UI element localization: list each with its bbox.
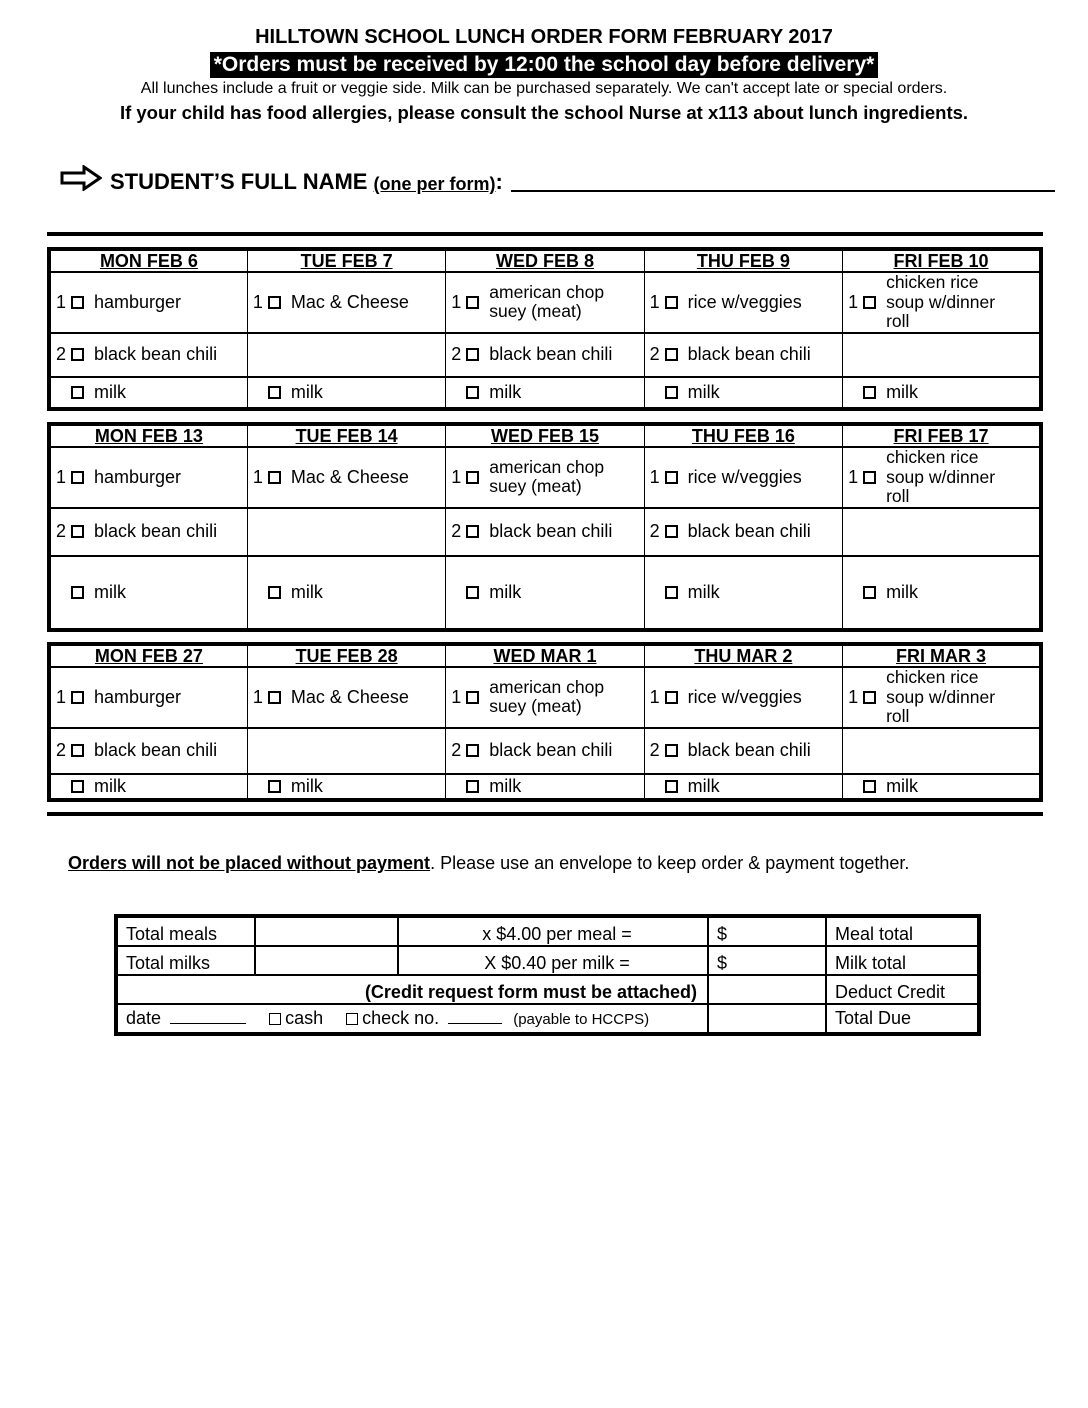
option-number: 1 <box>252 291 263 312</box>
total-meals-input[interactable] <box>255 916 398 946</box>
checkbox-icon[interactable] <box>665 586 678 599</box>
option1-cell <box>446 447 644 508</box>
deadline-banner <box>0 52 1088 78</box>
menu-item: hamburger <box>94 291 182 312</box>
option-number: 1 <box>252 686 263 707</box>
option-number: 1 <box>451 466 462 487</box>
menu-item: hamburger <box>94 466 182 487</box>
option1-cell <box>49 667 247 728</box>
option-number: 1 <box>848 466 859 487</box>
day-header: TUE FEB 7 <box>247 249 445 272</box>
check-label: check no. <box>362 1008 440 1028</box>
menu-item: rice w/veggies <box>687 686 802 707</box>
student-name-hint: (one per form) <box>373 174 496 194</box>
option-number: 1 <box>848 686 859 707</box>
milk-cell <box>644 556 842 630</box>
milk-rate: X $0.40 per milk = <box>398 946 708 975</box>
checkbox-icon[interactable] <box>268 471 281 484</box>
option1-cell <box>247 272 445 333</box>
divider-rule <box>47 232 1043 236</box>
milk-row <box>49 774 1041 800</box>
checkbox-icon[interactable] <box>665 691 678 704</box>
option-number: 1 <box>56 291 67 312</box>
milk-total-input[interactable]: $ <box>708 946 826 975</box>
option2-row <box>49 333 1041 377</box>
payment-table <box>114 914 981 1036</box>
menu-item: american chop suey (meat) <box>489 456 605 497</box>
checkbox-icon[interactable] <box>466 780 479 793</box>
checkbox-icon[interactable] <box>466 525 479 538</box>
checkbox-icon[interactable] <box>71 471 84 484</box>
menu-item: black bean chili <box>687 521 811 541</box>
checkbox-icon[interactable] <box>863 691 876 704</box>
credit-note: (Credit request form must be attached) <box>116 975 708 1004</box>
student-name-field[interactable] <box>511 168 1055 192</box>
option-number: 1 <box>56 686 67 707</box>
checkbox-icon[interactable] <box>71 586 84 599</box>
day-header: THU FEB 9 <box>644 249 842 272</box>
option2-cell <box>49 728 247 774</box>
option2-cell <box>446 728 644 774</box>
day-header-row <box>49 424 1041 447</box>
option1-cell <box>644 272 842 333</box>
milk-label: milk <box>886 381 919 402</box>
option2-cell <box>49 508 247 556</box>
deadline-text: *Orders must be received by 12:00 the school day before delivery* <box>210 52 879 78</box>
meal-row <box>116 916 979 946</box>
option1-cell <box>49 272 247 333</box>
day-header: MON FEB 13 <box>49 424 247 447</box>
cash-label: cash <box>285 1008 324 1028</box>
milk-cell <box>247 377 445 409</box>
checkbox-icon[interactable] <box>466 586 479 599</box>
milk-label: milk <box>489 381 522 402</box>
empty-cell <box>247 508 445 556</box>
option-number: 2 <box>649 740 660 760</box>
option1-row <box>49 272 1041 333</box>
menu-item: chicken rice soup w/dinner roll <box>886 667 996 726</box>
checkbox-icon[interactable] <box>665 386 678 399</box>
student-name-colon: : <box>495 169 503 194</box>
checkbox-icon[interactable] <box>863 780 876 793</box>
milk-label: milk <box>687 581 720 602</box>
check-number-field[interactable] <box>448 1023 502 1024</box>
payment-note-rest: . Please use an envelope to keep order & payment together. <box>430 853 910 873</box>
milk-cell <box>644 377 842 409</box>
milk-cell <box>49 556 247 630</box>
checkbox-icon[interactable] <box>665 296 678 309</box>
checkbox-icon[interactable] <box>466 744 479 757</box>
date-label: date <box>126 1008 162 1028</box>
day-header: MON FEB 6 <box>49 249 247 272</box>
menu-item: black bean chili <box>489 740 613 760</box>
option2-cell <box>644 728 842 774</box>
credit-row <box>116 975 979 1004</box>
total-due-row <box>116 1004 979 1034</box>
option2-cell <box>644 333 842 377</box>
day-header: FRI MAR 3 <box>843 644 1041 667</box>
milk-label: milk <box>886 581 919 602</box>
option-number: 2 <box>451 740 462 760</box>
option1-cell <box>843 272 1041 333</box>
milk-cell <box>644 774 842 800</box>
milk-row <box>49 377 1041 409</box>
menu-item: black bean chili <box>489 521 613 541</box>
deduct-credit-input[interactable] <box>708 975 826 1004</box>
menu-item: american chop suey (meat) <box>489 281 605 322</box>
milk-label: milk <box>886 775 919 796</box>
menu-item: Mac & Cheese <box>290 291 409 312</box>
checkbox-icon[interactable] <box>268 780 281 793</box>
empty-cell <box>843 333 1041 377</box>
empty-cell <box>247 728 445 774</box>
day-header: WED FEB 8 <box>446 249 644 272</box>
option1-cell <box>644 447 842 508</box>
milk-cell <box>49 377 247 409</box>
checkbox-icon[interactable] <box>71 386 84 399</box>
milk-label: milk <box>290 775 323 796</box>
option2-cell <box>446 333 644 377</box>
checkbox-icon[interactable] <box>268 691 281 704</box>
checkbox-icon[interactable] <box>466 296 479 309</box>
option-number: 1 <box>252 466 263 487</box>
checkbox-icon[interactable] <box>466 471 479 484</box>
side-note: All lunches include a fruit or veggie side. Milk can be purchased separately. We can't accept late or special orders. <box>140 80 948 97</box>
milk-cell <box>247 556 445 630</box>
option-number: 1 <box>848 291 859 312</box>
menu-item: Mac & Cheese <box>290 466 409 487</box>
milk-label: milk <box>290 381 323 402</box>
option1-cell <box>843 447 1041 508</box>
milk-label: milk <box>489 581 522 602</box>
meal-rate: x $4.00 per meal = <box>398 916 708 946</box>
menu-item: black bean chili <box>687 344 811 364</box>
option-number: 2 <box>649 344 660 364</box>
checkbox-icon[interactable] <box>466 348 479 361</box>
week-menu-table <box>47 422 1043 632</box>
milk-total-label: Milk total <box>826 946 979 975</box>
menu-item: american chop suey (meat) <box>489 676 605 717</box>
student-name-label: STUDENT’S FULL NAME <box>110 169 368 194</box>
day-header: FRI FEB 17 <box>843 424 1041 447</box>
milk-cell <box>49 774 247 800</box>
menu-item: black bean chili <box>94 344 218 364</box>
option1-cell <box>644 667 842 728</box>
empty-cell <box>247 333 445 377</box>
menu-item: black bean chili <box>489 344 613 364</box>
empty-cell <box>843 728 1041 774</box>
checkbox-icon[interactable] <box>863 586 876 599</box>
checkbox-icon[interactable] <box>665 471 678 484</box>
menu-item: chicken rice soup w/dinner roll <box>886 272 996 331</box>
option-number: 2 <box>56 521 67 541</box>
milk-label: milk <box>489 775 522 796</box>
option1-cell <box>446 272 644 333</box>
day-header: TUE FEB 14 <box>247 424 445 447</box>
checkbox-icon[interactable] <box>665 744 678 757</box>
checkbox-icon[interactable] <box>71 348 84 361</box>
checkbox-icon[interactable] <box>665 780 678 793</box>
milk-cell <box>247 774 445 800</box>
checkbox-icon[interactable] <box>665 525 678 538</box>
milk-cell <box>843 774 1041 800</box>
divider-rule <box>47 812 1043 816</box>
total-milks-input[interactable] <box>255 946 398 975</box>
checkbox-icon[interactable] <box>71 744 84 757</box>
milk-label: milk <box>687 775 720 796</box>
checkbox-icon[interactable] <box>268 386 281 399</box>
option1-cell <box>247 447 445 508</box>
week-menu-table <box>47 642 1043 802</box>
milk-cell <box>446 556 644 630</box>
total-due-label: Total Due <box>826 1004 979 1034</box>
option-number: 2 <box>451 344 462 364</box>
milk-row <box>49 556 1041 630</box>
checkbox-icon[interactable] <box>466 386 479 399</box>
milk-cell <box>446 774 644 800</box>
day-header: THU FEB 16 <box>644 424 842 447</box>
option-number: 2 <box>451 521 462 541</box>
option-number: 1 <box>649 466 660 487</box>
student-name-row <box>60 163 1055 195</box>
day-header: WED MAR 1 <box>446 644 644 667</box>
option-number: 1 <box>649 291 660 312</box>
payment-note-bold: Orders will not be placed without payment <box>68 853 431 873</box>
checkbox-icon[interactable] <box>863 386 876 399</box>
menu-item: rice w/veggies <box>687 291 802 312</box>
option-number: 1 <box>451 686 462 707</box>
allergy-note: If your child has food allergies, please consult the school Nurse at x113 about lunch ingredients. <box>119 102 969 123</box>
checkbox-icon[interactable] <box>863 296 876 309</box>
option2-row <box>49 508 1041 556</box>
option-number: 2 <box>649 521 660 541</box>
milk-cell <box>843 377 1041 409</box>
right-arrow-icon <box>60 165 102 191</box>
option1-cell <box>49 447 247 508</box>
option-number: 1 <box>649 686 660 707</box>
milk-label: milk <box>687 381 720 402</box>
day-header: TUE FEB 28 <box>247 644 445 667</box>
milk-row <box>116 946 979 975</box>
payable-note: (payable to HCCPS) <box>513 1011 650 1028</box>
day-header: THU MAR 2 <box>644 644 842 667</box>
date-field[interactable] <box>170 1023 246 1024</box>
checkbox-icon[interactable] <box>71 691 84 704</box>
menu-item: Mac & Cheese <box>290 686 409 707</box>
milk-label: milk <box>94 775 126 796</box>
option-number: 1 <box>451 291 462 312</box>
milk-cell <box>843 556 1041 630</box>
deduct-credit-label: Deduct Credit <box>826 975 979 1004</box>
milk-label: milk <box>290 581 323 602</box>
menu-item: rice w/veggies <box>687 466 802 487</box>
option2-cell <box>49 333 247 377</box>
option-number: 1 <box>56 466 67 487</box>
checkbox-icon[interactable] <box>665 348 678 361</box>
menu-item: black bean chili <box>94 521 218 541</box>
checkbox-icon[interactable] <box>268 296 281 309</box>
checkbox-icon[interactable] <box>71 780 84 793</box>
option1-cell <box>247 667 445 728</box>
checkbox-icon[interactable] <box>268 586 281 599</box>
checkbox-icon[interactable] <box>466 691 479 704</box>
day-header-row <box>49 249 1041 272</box>
option1-cell <box>446 667 644 728</box>
empty-cell <box>843 508 1041 556</box>
menu-item: hamburger <box>94 686 182 707</box>
total-due-input[interactable] <box>708 1004 826 1034</box>
checkbox-icon[interactable] <box>71 525 84 538</box>
meal-total-label: Meal total <box>826 916 979 946</box>
meal-total-input[interactable]: $ <box>708 916 826 946</box>
menu-item: black bean chili <box>687 740 811 760</box>
menu-item: black bean chili <box>94 740 218 760</box>
option-number: 2 <box>56 344 67 364</box>
checkbox-icon[interactable] <box>71 296 84 309</box>
milk-cell <box>446 377 644 409</box>
day-header: WED FEB 15 <box>446 424 644 447</box>
checkbox-icon[interactable] <box>863 471 876 484</box>
total-meals-label: Total meals <box>116 916 255 946</box>
week-menu-table <box>47 247 1043 411</box>
option2-cell <box>446 508 644 556</box>
milk-label: milk <box>94 381 126 402</box>
payment-details <box>116 1004 708 1034</box>
option2-cell <box>644 508 842 556</box>
option1-row <box>49 447 1041 508</box>
check-checkbox[interactable] <box>346 1013 358 1025</box>
cash-checkbox[interactable] <box>269 1013 281 1025</box>
day-header-row <box>49 644 1041 667</box>
day-header: MON FEB 27 <box>49 644 247 667</box>
option2-row <box>49 728 1041 774</box>
option-number: 2 <box>56 740 67 760</box>
option1-row <box>49 667 1041 728</box>
form-title: HILLTOWN SCHOOL LUNCH ORDER FORM FEBRUARY 2017 <box>255 26 833 48</box>
option1-cell <box>843 667 1041 728</box>
payment-note <box>68 853 909 874</box>
total-milks-label: Total milks <box>116 946 255 975</box>
milk-label: milk <box>94 581 126 602</box>
day-header: FRI FEB 10 <box>843 249 1041 272</box>
menu-item: chicken rice soup w/dinner roll <box>886 447 996 506</box>
